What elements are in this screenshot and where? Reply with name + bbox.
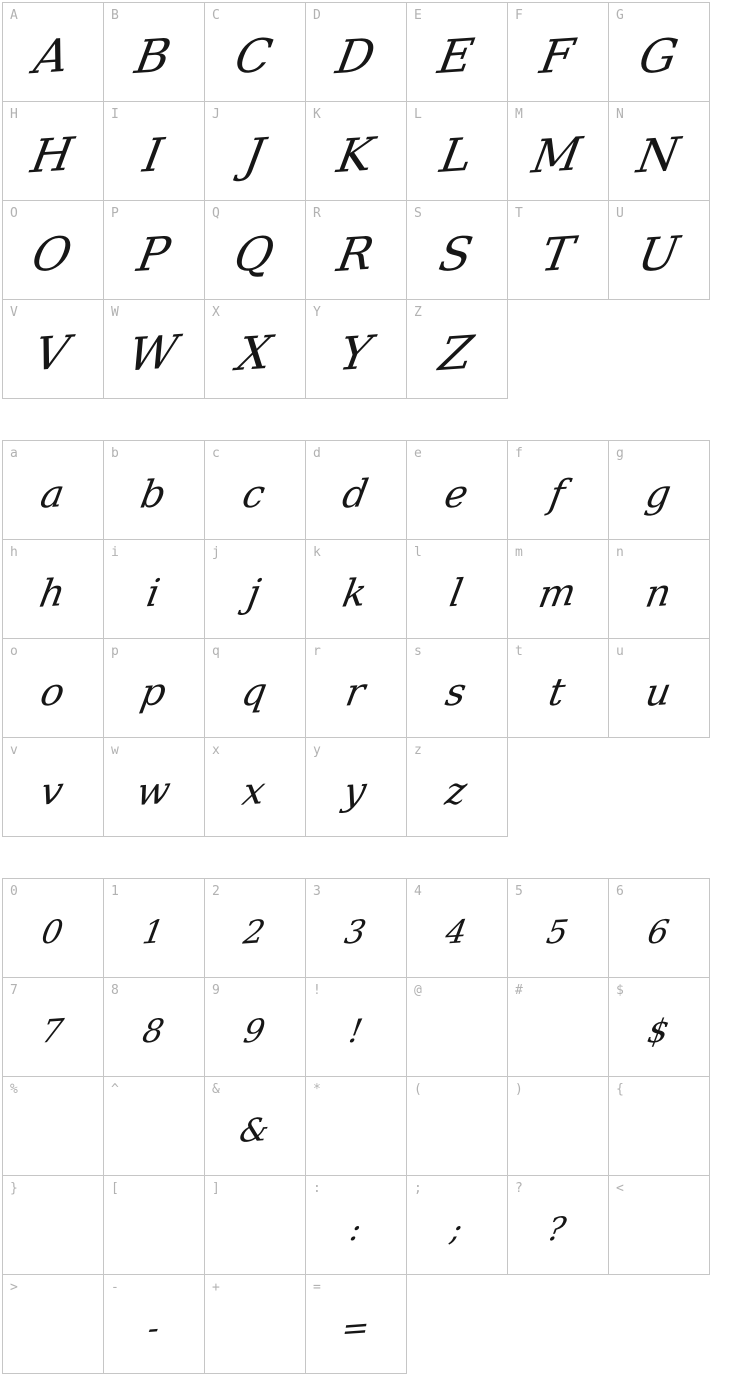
cell-character-label: c <box>212 446 220 461</box>
cell-glyph-preview: S <box>435 225 478 283</box>
glyph-cell <box>508 978 608 1076</box>
cell-glyph-preview: d <box>338 471 372 517</box>
glyph-cell <box>609 3 709 101</box>
glyph-row <box>2 638 710 738</box>
glyph-cell <box>306 1176 406 1274</box>
cell-glyph-preview: q <box>237 669 271 715</box>
glyph-cell <box>3 879 103 977</box>
cell-character-label: F <box>515 8 523 23</box>
cell-character-label: q <box>212 644 220 659</box>
cell-character-label: Y <box>313 305 321 320</box>
cell-character-label: j <box>212 545 220 560</box>
glyph-cell <box>407 441 507 539</box>
cell-character-label: ! <box>313 983 321 998</box>
glyph-cell <box>104 1176 204 1274</box>
cell-character-label: D <box>313 8 321 23</box>
glyph-cell <box>407 540 507 638</box>
cell-character-label: I <box>111 107 119 122</box>
cell-glyph-preview: A <box>30 27 74 85</box>
glyph-cell <box>3 639 103 737</box>
glyph-cell <box>306 1275 406 1373</box>
cell-character-label: G <box>616 8 624 23</box>
cell-glyph-preview: 3 <box>341 912 370 952</box>
cell-character-label: v <box>10 743 18 758</box>
glyph-block-digits-and-symbols <box>2 878 740 1374</box>
glyph-row <box>2 737 508 837</box>
cell-character-label: n <box>616 545 624 560</box>
cell-character-label: E <box>414 8 422 23</box>
glyph-cell <box>508 879 608 977</box>
cell-character-label: d <box>313 446 321 461</box>
cell-glyph-preview: f <box>546 471 569 517</box>
cell-character-label: f <box>515 446 523 461</box>
glyph-cell <box>104 441 204 539</box>
cell-character-label: L <box>414 107 422 122</box>
glyph-row <box>2 200 710 300</box>
cell-glyph-preview: 4 <box>442 912 471 952</box>
cell-character-label: } <box>10 1181 18 1196</box>
glyph-cell <box>609 201 709 299</box>
glyph-cell <box>104 738 204 836</box>
cell-glyph-preview: g <box>641 471 675 517</box>
cell-glyph-preview: r <box>342 669 369 715</box>
cell-glyph-preview: I <box>139 127 168 183</box>
glyph-cell <box>205 1176 305 1274</box>
cell-character-label: 4 <box>414 884 422 899</box>
glyph-cell <box>306 978 406 1076</box>
cell-glyph-preview: s <box>442 669 471 715</box>
glyph-cell <box>508 639 608 737</box>
glyph-cell <box>3 1275 103 1373</box>
cell-character-label: y <box>313 743 321 758</box>
cell-glyph-preview: 6 <box>644 912 673 952</box>
cell-glyph-preview: 5 <box>543 912 572 952</box>
cell-character-label: Q <box>212 206 220 221</box>
glyph-cell <box>609 540 709 638</box>
cell-glyph-preview: W <box>124 324 183 382</box>
cell-glyph-preview: Q <box>230 225 279 283</box>
cell-glyph-preview: E <box>434 27 479 85</box>
cell-character-label: k <box>313 545 321 560</box>
glyph-row <box>2 1175 710 1275</box>
cell-character-label: 2 <box>212 884 220 899</box>
cell-glyph-preview: V <box>30 324 74 382</box>
cell-glyph-preview: u <box>641 669 675 715</box>
cell-character-label: ^ <box>111 1082 119 1097</box>
cell-character-label: O <box>10 206 18 221</box>
cell-character-label: 0 <box>10 884 18 899</box>
cell-character-label: > <box>10 1280 18 1295</box>
glyph-cell <box>3 102 103 200</box>
cell-character-label: a <box>10 446 18 461</box>
cell-character-label: [ <box>111 1181 119 1196</box>
glyph-cell <box>407 102 507 200</box>
cell-character-label: N <box>616 107 624 122</box>
glyph-cell <box>3 1176 103 1274</box>
cell-glyph-preview: 9 <box>240 1011 269 1051</box>
glyph-row <box>2 1076 710 1176</box>
glyph-cell <box>306 879 406 977</box>
glyph-cell <box>104 1077 204 1175</box>
cell-glyph-preview: l <box>446 570 467 616</box>
cell-glyph-preview: b <box>136 471 170 517</box>
glyph-block-uppercase-letters <box>2 2 740 399</box>
glyph-cell <box>407 978 507 1076</box>
glyph-cell <box>205 1077 305 1175</box>
cell-character-label: ? <box>515 1181 523 1196</box>
cell-character-label: u <box>616 644 624 659</box>
glyph-row <box>2 1274 407 1374</box>
cell-character-label: J <box>212 107 220 122</box>
cell-glyph-preview: ! <box>345 1011 366 1051</box>
cell-glyph-preview: J <box>240 127 269 183</box>
glyph-cell <box>104 1275 204 1373</box>
glyph-cell <box>205 441 305 539</box>
cell-glyph-preview: X <box>232 324 276 382</box>
glyph-row <box>2 101 710 201</box>
cell-character-label: # <box>515 983 523 998</box>
cell-glyph-preview: w <box>132 767 174 815</box>
glyph-cell <box>508 441 608 539</box>
cell-character-label: K <box>313 107 321 122</box>
cell-glyph-preview: z <box>442 768 471 814</box>
cell-glyph-preview: T <box>536 225 578 282</box>
glyph-row <box>2 440 710 540</box>
glyph-cell <box>205 540 305 638</box>
cell-glyph-preview: m <box>535 569 580 617</box>
cell-character-label: o <box>10 644 18 659</box>
cell-glyph-preview: k <box>339 570 371 616</box>
glyph-cell <box>508 201 608 299</box>
glyph-cell <box>609 879 709 977</box>
glyph-cell <box>104 879 204 977</box>
glyph-cell <box>3 1077 103 1175</box>
cell-character-label: S <box>414 206 422 221</box>
cell-glyph-preview: c <box>239 471 270 517</box>
cell-glyph-preview: B <box>131 27 176 85</box>
cell-character-label: z <box>414 743 422 758</box>
glyph-cell <box>306 3 406 101</box>
cell-character-label: g <box>616 446 624 461</box>
cell-character-label: p <box>111 644 119 659</box>
glyph-cell <box>205 201 305 299</box>
glyph-cell <box>407 201 507 299</box>
glyph-cell <box>205 738 305 836</box>
glyph-row <box>2 539 710 639</box>
cell-character-label: h <box>10 545 18 560</box>
glyph-row <box>2 977 710 1077</box>
glyph-cell <box>306 300 406 398</box>
cell-character-label: 7 <box>10 983 18 998</box>
cell-glyph-preview: v <box>37 768 68 814</box>
cell-character-label: w <box>111 743 119 758</box>
cell-glyph-preview: C <box>231 27 277 85</box>
glyph-cell <box>407 300 507 398</box>
glyph-cell <box>205 639 305 737</box>
glyph-cell <box>205 1275 305 1373</box>
glyph-cell <box>407 1077 507 1175</box>
glyph-cell <box>3 540 103 638</box>
cell-glyph-preview: 1 <box>139 912 168 952</box>
cell-glyph-preview: t <box>545 669 569 715</box>
glyph-cell <box>306 102 406 200</box>
glyph-cell <box>104 102 204 200</box>
cell-glyph-preview: H <box>27 126 78 184</box>
glyph-row <box>2 878 710 978</box>
cell-character-label: ; <box>414 1181 422 1196</box>
glyph-cell <box>609 978 709 1076</box>
cell-character-label: 1 <box>111 884 119 899</box>
cell-glyph-preview: & <box>236 1110 273 1150</box>
cell-glyph-preview: 7 <box>38 1011 67 1051</box>
cell-glyph-preview: U <box>633 225 683 283</box>
cell-character-label: < <box>616 1181 624 1196</box>
glyph-cell <box>205 102 305 200</box>
cell-character-label: : <box>313 1181 321 1196</box>
glyph-cell <box>306 639 406 737</box>
cell-character-label: 6 <box>616 884 624 899</box>
glyph-cell <box>205 300 305 398</box>
cell-character-label: ( <box>414 1082 422 1097</box>
glyph-cell <box>205 879 305 977</box>
glyph-cell <box>205 978 305 1076</box>
cell-glyph-preview: ; <box>447 1209 466 1249</box>
cell-character-label: 5 <box>515 884 523 899</box>
glyph-cell <box>609 1176 709 1274</box>
cell-character-label: + <box>212 1280 220 1295</box>
cell-character-label: { <box>616 1082 624 1097</box>
glyph-row <box>2 2 710 102</box>
cell-glyph-preview: : <box>346 1209 365 1249</box>
cell-glyph-preview: G <box>634 27 682 85</box>
cell-character-label: @ <box>414 983 422 998</box>
cell-character-label: T <box>515 206 523 221</box>
cell-character-label: B <box>111 8 119 23</box>
glyph-cell <box>306 540 406 638</box>
cell-glyph-preview: 0 <box>38 912 67 952</box>
cell-character-label: 9 <box>212 983 220 998</box>
cell-character-label: = <box>313 1280 321 1295</box>
glyph-cell <box>407 738 507 836</box>
cell-character-label: t <box>515 644 523 659</box>
glyph-cell <box>508 540 608 638</box>
cell-glyph-preview: = <box>338 1308 373 1348</box>
cell-glyph-preview: x <box>239 768 270 814</box>
cell-character-label: 8 <box>111 983 119 998</box>
cell-glyph-preview: R <box>332 225 378 283</box>
cell-glyph-preview: 8 <box>139 1011 168 1051</box>
glyph-cell <box>3 978 103 1076</box>
glyph-cell <box>306 441 406 539</box>
cell-glyph-preview: y <box>340 768 371 814</box>
cell-glyph-preview: h <box>35 570 69 616</box>
cell-character-label: x <box>212 743 220 758</box>
cell-glyph-preview: j <box>244 570 265 616</box>
cell-character-label: 3 <box>313 884 321 899</box>
cell-character-label: e <box>414 446 422 461</box>
glyph-cell <box>104 300 204 398</box>
glyph-cell <box>205 3 305 101</box>
cell-character-label: m <box>515 545 523 560</box>
glyph-cell <box>3 441 103 539</box>
cell-character-label: U <box>616 206 624 221</box>
glyph-cell <box>407 3 507 101</box>
glyph-cell <box>104 3 204 101</box>
cell-character-label: $ <box>616 983 624 998</box>
cell-glyph-preview: a <box>36 471 68 517</box>
cell-glyph-preview: F <box>536 27 579 85</box>
cell-glyph-preview: L <box>435 126 477 183</box>
cell-glyph-preview: 2 <box>240 912 269 952</box>
glyph-cell <box>306 201 406 299</box>
glyph-cell <box>104 201 204 299</box>
cell-glyph-preview: O <box>28 225 77 283</box>
cell-character-label: l <box>414 545 422 560</box>
cell-glyph-preview: n <box>641 570 675 616</box>
cell-character-label: r <box>313 644 321 659</box>
glyph-cell <box>104 978 204 1076</box>
cell-character-label: H <box>10 107 18 122</box>
glyph-cell <box>407 639 507 737</box>
glyph-cell <box>609 639 709 737</box>
cell-glyph-preview: Z <box>435 324 478 382</box>
cell-character-label: V <box>10 305 18 320</box>
cell-character-label: ) <box>515 1082 523 1097</box>
cell-character-label: W <box>111 305 119 320</box>
glyph-cell <box>508 1176 608 1274</box>
glyph-cell <box>609 441 709 539</box>
cell-character-label: i <box>111 545 119 560</box>
cell-glyph-preview: e <box>440 471 472 517</box>
cell-glyph-preview: ? <box>545 1209 570 1249</box>
glyph-cell <box>407 879 507 977</box>
cell-character-label: R <box>313 206 321 221</box>
glyph-cell <box>609 1077 709 1175</box>
cell-glyph-preview: K <box>333 126 378 184</box>
cell-character-label: C <box>212 8 220 23</box>
cell-character-label: X <box>212 305 220 320</box>
cell-character-label: b <box>111 446 119 461</box>
glyph-cell <box>508 3 608 101</box>
cell-glyph-preview: $ <box>644 1011 673 1051</box>
cell-character-label: ] <box>212 1181 220 1196</box>
glyph-cell <box>3 201 103 299</box>
cell-glyph-preview: P <box>132 225 174 283</box>
glyph-block-lowercase-letters <box>2 440 740 837</box>
glyph-cell <box>407 1176 507 1274</box>
cell-character-label: * <box>313 1082 321 1097</box>
cell-glyph-preview: Y <box>335 324 376 381</box>
glyph-cell <box>3 738 103 836</box>
glyph-row <box>2 299 508 399</box>
cell-glyph-preview: p <box>136 669 170 715</box>
glyph-cell <box>609 102 709 200</box>
glyph-cell <box>508 102 608 200</box>
glyph-cell <box>306 1077 406 1175</box>
cell-character-label: P <box>111 206 119 221</box>
cell-character-label: % <box>10 1082 18 1097</box>
cell-character-label: A <box>10 8 18 23</box>
cell-glyph-preview: N <box>633 126 684 184</box>
glyph-cell <box>508 1077 608 1175</box>
cell-character-label: M <box>515 107 523 122</box>
cell-character-label: Z <box>414 305 422 320</box>
glyph-cell <box>3 300 103 398</box>
cell-glyph-preview: o <box>36 669 68 715</box>
glyph-cell <box>306 738 406 836</box>
glyph-cell <box>104 639 204 737</box>
glyph-cell <box>104 540 204 638</box>
cell-character-label: & <box>212 1082 220 1097</box>
cell-glyph-preview: M <box>528 126 587 184</box>
glyph-cell <box>3 3 103 101</box>
cell-character-label: s <box>414 644 422 659</box>
cell-glyph-preview: D <box>331 27 379 85</box>
cell-character-label: - <box>111 1280 119 1295</box>
cell-glyph-preview: - <box>144 1308 163 1348</box>
cell-glyph-preview: i <box>143 570 164 616</box>
